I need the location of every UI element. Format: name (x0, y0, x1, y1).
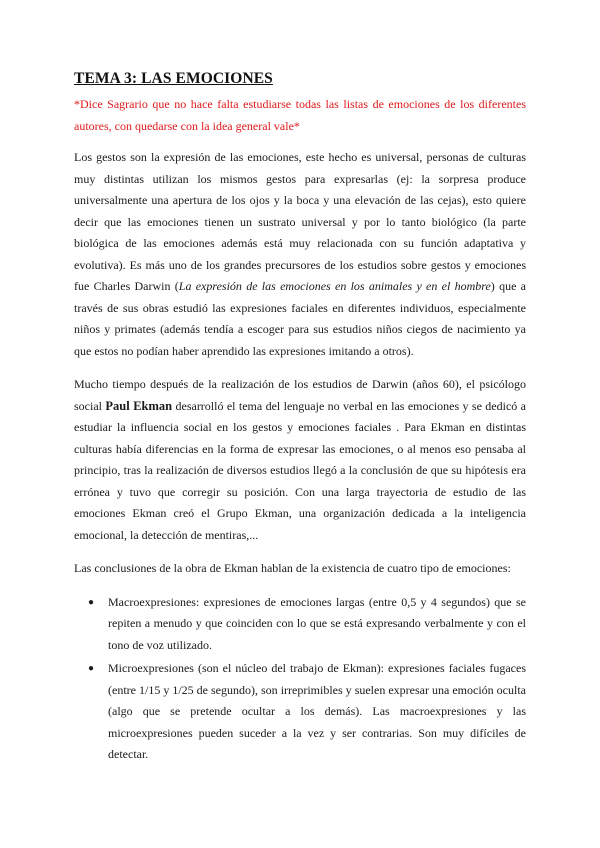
paragraph-conclusions: Las conclusiones de la obra de Ekman hablan de la existencia de cuatro tipo de emociones: (74, 561, 511, 575)
list-item (74, 592, 526, 657)
page-title: TEMA 3: LAS EMOCIONES (74, 70, 273, 87)
darwin-book-title: La expresión de las emociones en los animales y en el hombre (178, 279, 491, 293)
bullet-icon: ● (88, 596, 95, 608)
list-item (74, 658, 526, 766)
ekman-name: Paul Ekman (105, 398, 173, 413)
list-item-text: Macroexpresiones: expresiones de emociones largas (entre 0,5 y 4 segundos) que se repiten a menudo y que coinciden con lo que se está expresando verbalmente y con el tono de voz utilizado. (108, 594, 526, 652)
document-content (74, 70, 526, 768)
emotion-types-list (74, 592, 526, 766)
paragraph-darwin-text-1: Los gestos son la expresión de las emociones, este hecho es universal, personas de culturas muy distintas utilizan los mismos gestos para expresarlas (ej: la sorpresa produce universalmente una apertura de los ojos y la boca y una elevación de las cejas), esto quiere decir que las emociones tienen un sustrato universal y por lo tanto biológico (la parte biológica de las emociones además está muy relacionada con su función adaptativa y evolutiva). Es más uno de los grandes precursores de los estudios sobre gestos y emociones fue Charles Darwin ( (74, 150, 526, 293)
bullet-icon: ● (88, 663, 95, 674)
paragraph-darwin (74, 147, 526, 362)
teacher-note: *Dice Sagrario que no hace falta estudiarse todas las listas de emociones de los diferentes autores, con quedarse con la idea general vale* (74, 97, 526, 133)
paragraph-darwin-text-2: ) que a través de sus obras estudió las expresiones faciales en diferentes individuos, especialmente niños y primates (además tendía a escoger para sus estudios niños ciegos de nacimiento ya que estos no podían haber aprendido las expresiones imitando a otros). (74, 279, 526, 358)
list-item-text: Microexpresiones (son el núcleo del trabajo de Ekman): expresiones faciales fugaces (entre 1/15 y 1/25 de segundo), son irreprimibles y suelen expresar una emoción oculta (algo que se pretende ocultar a los demás). Las macroexpresiones y las microexpresiones pueden suceder a la vez y ser contrarias. Son muy difíciles de detectar. (108, 661, 526, 761)
paragraph-ekman (74, 374, 526, 546)
paragraph-ekman-text-1: Mucho tiempo después de la realización de los estudios de Darwin (años 60), el psicólogo social (74, 377, 526, 413)
paragraph-ekman-text-2: desarrolló el tema del lenguaje no verbal en las emociones y se dedicó a estudiar la influencia social en los gestos y emociones faciales . Para Ekman en distintas culturas había diferencias en la forma de expresar las emociones, o al menos eso pensaba al principio, tras la realización de diversos estudios llegó a la conclusión de que su hipótesis era errónea y tuvo que corregir su posición. Con una larga trayectoria de estudio de las emociones Ekman creó el Grupo Ekman, una organización dedicada a la inteligencia emocional, la detección de mentiras,... (74, 398, 526, 542)
